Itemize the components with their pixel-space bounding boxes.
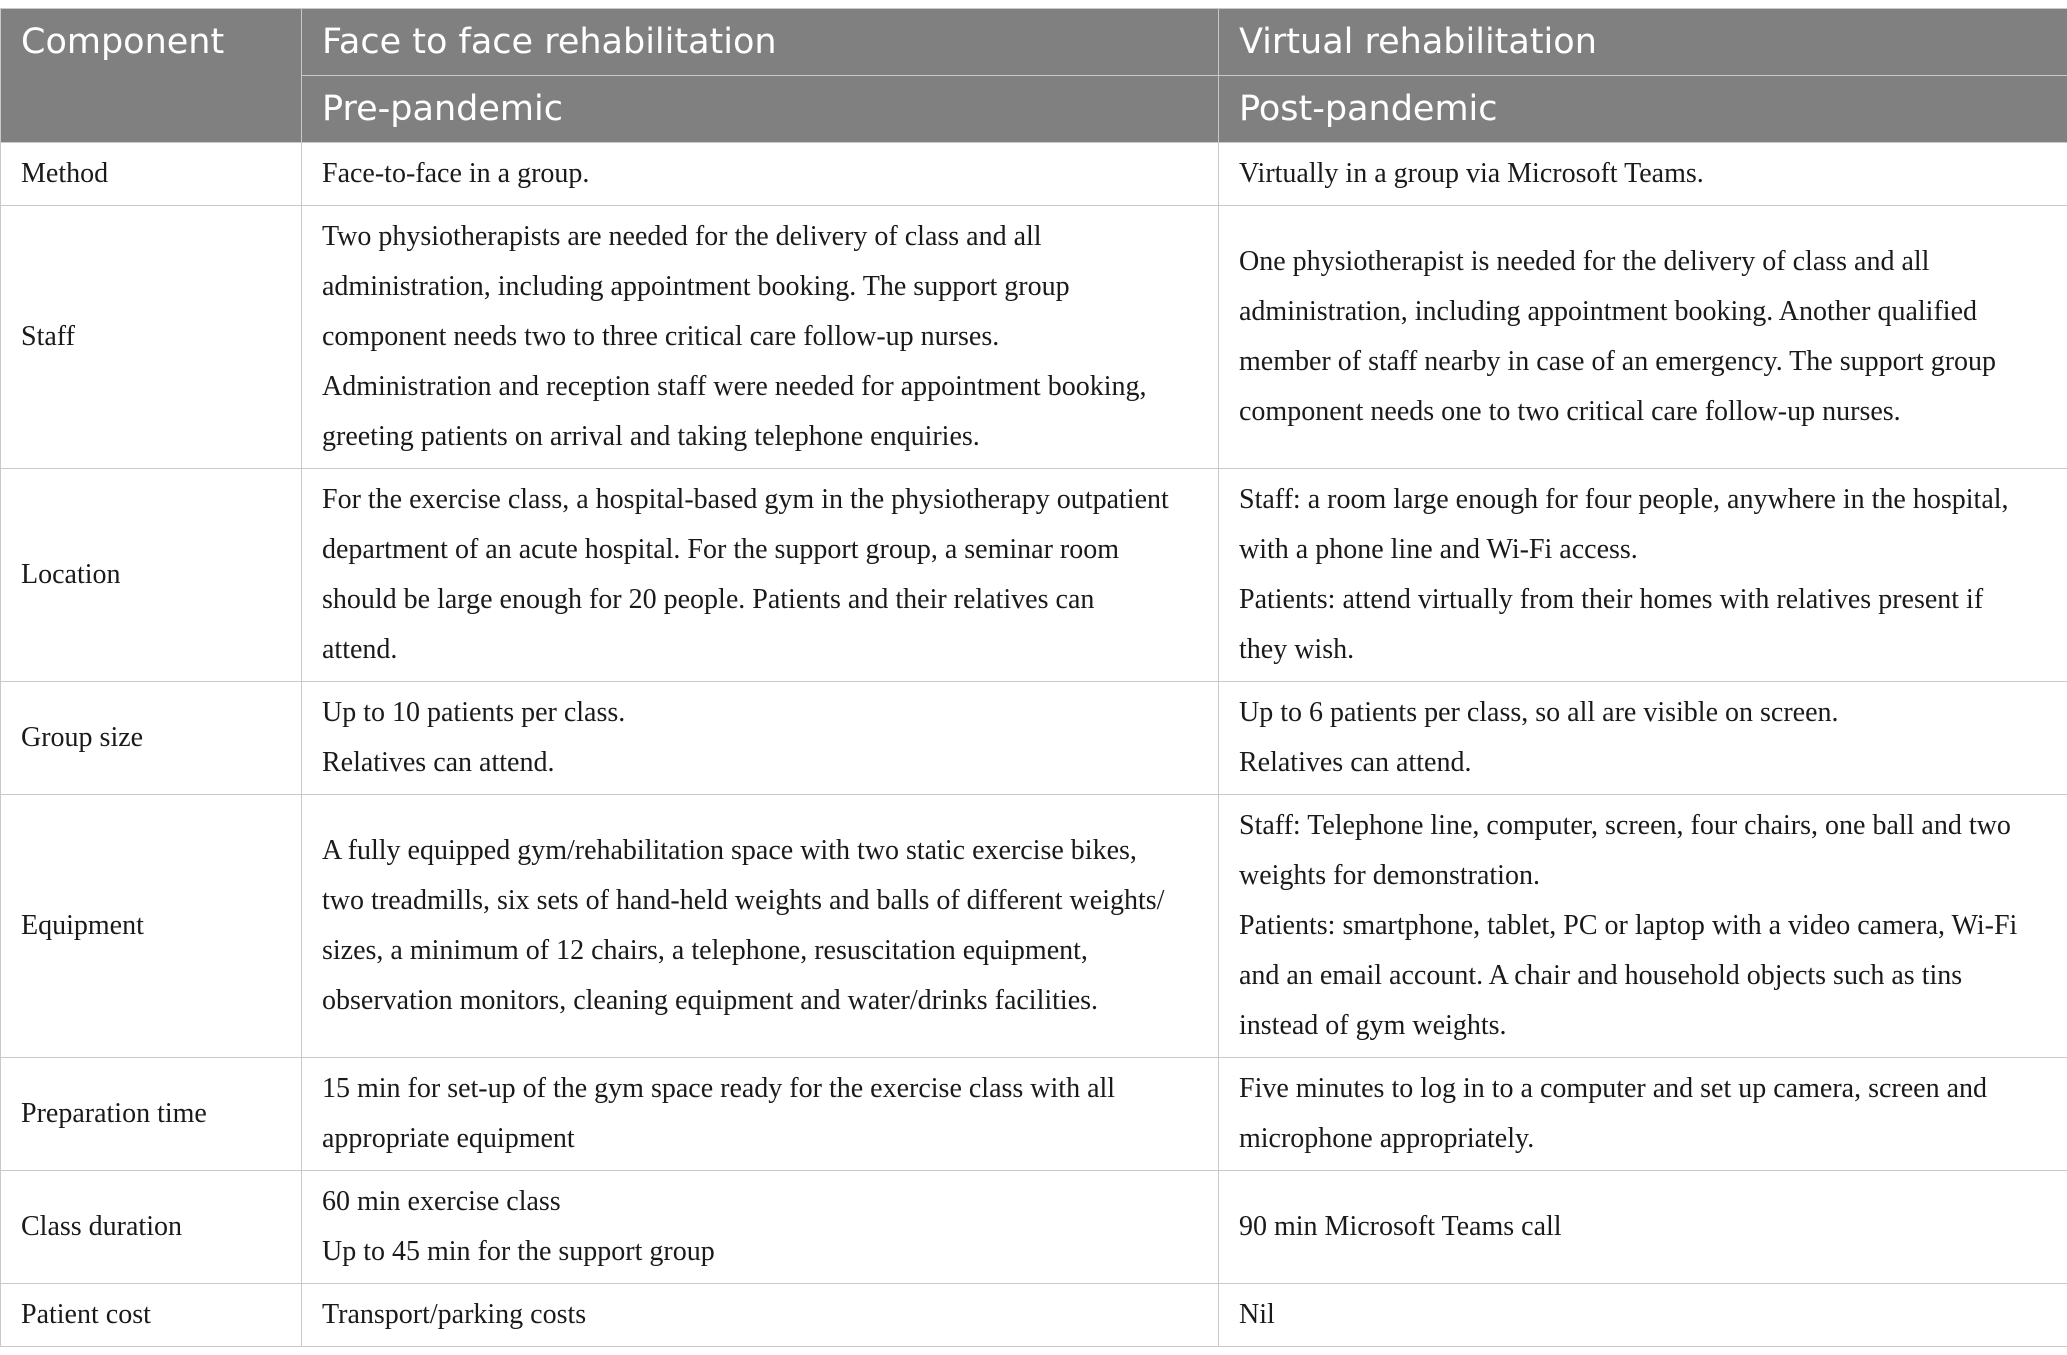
header-pre-pandemic: Pre-pandemic: [302, 76, 1219, 143]
cell-text-line: Administration and reception staff were needed for appointment booking,: [322, 371, 1147, 402]
pre-pandemic-cell: [302, 682, 1219, 795]
table-body: [1, 143, 2067, 1347]
cell-text-line: component needs one to two critical care follow-up nurses.: [1239, 396, 1901, 427]
pre-pandemic-cell: [302, 1058, 1219, 1171]
cell-text-line: and an email account. A chair and household objects such as tins: [1239, 960, 1963, 991]
cell-text-line: department of an acute hospital. For the support group, a seminar room: [322, 534, 1120, 565]
cell-text-line: greeting patients on arrival and taking telephone enquiries.: [322, 421, 980, 452]
post-pandemic-cell: [1219, 795, 2067, 1058]
cell-text-line: instead of gym weights.: [1239, 1010, 1507, 1041]
pre-pandemic-cell: [302, 1284, 1219, 1347]
cell-text-line: appropriate equipment: [322, 1123, 575, 1154]
row-label: Patient cost: [1, 1284, 302, 1347]
cell-text-line: administration, including appointment booking. The support group: [322, 271, 1070, 302]
table-row: [1, 143, 2067, 206]
cell-text-line: administration, including appointment booking. Another qualified: [1239, 296, 1977, 327]
pre-pandemic-cell: [302, 206, 1219, 469]
post-pandemic-cell: [1219, 1171, 2067, 1284]
cell-text-line: Nil: [1239, 1299, 1275, 1330]
cell-text-line: Two physiotherapists are needed for the delivery of class and all: [322, 221, 1042, 252]
pre-pandemic-cell: [302, 1171, 1219, 1284]
post-pandemic-cell: [1219, 469, 2067, 682]
row-label: Location: [1, 469, 302, 682]
cell-text-line: weights for demonstration.: [1239, 860, 1540, 891]
rehabilitation-comparison-table: [0, 8, 2067, 1347]
cell-text-line: One physiotherapist is needed for the delivery of class and all: [1239, 246, 1930, 277]
post-pandemic-cell: [1219, 1284, 2067, 1347]
cell-text-line: Up to 10 patients per class.: [322, 697, 626, 728]
cell-text-line: should be large enough for 20 people. Patients and their relatives can: [322, 584, 1095, 615]
cell-text-line: Relatives can attend.: [322, 747, 555, 778]
cell-text-line: Up to 45 min for the support group: [322, 1236, 715, 1267]
pre-pandemic-cell: [302, 795, 1219, 1058]
table-row: [1, 1058, 2067, 1171]
cell-text-line: Patients: smartphone, tablet, PC or laptop with a video camera, Wi-Fi: [1239, 910, 2018, 941]
cell-text-line: Staff: a room large enough for four people, anywhere in the hospital,: [1239, 484, 2009, 515]
row-label: Method: [1, 143, 302, 206]
cell-text-line: Five minutes to log in to a computer and set up camera, screen and: [1239, 1073, 1988, 1104]
cell-text-line: member of staff nearby in case of an emergency. The support group: [1239, 346, 1997, 377]
cell-text-line: Transport/parking costs: [322, 1299, 587, 1330]
cell-text-line: sizes, a minimum of 12 chairs, a telephone, resuscitation equipment,: [322, 935, 1088, 966]
header-face-to-face: Face to face rehabilitation: [302, 9, 1219, 76]
cell-text-line: observation monitors, cleaning equipment and water/drinks facilities.: [322, 985, 1099, 1016]
cell-text-line: 15 min for set-up of the gym space ready for the exercise class with all: [322, 1073, 1116, 1104]
pre-pandemic-cell: [302, 469, 1219, 682]
cell-text-line: Patients: attend virtually from their homes with relatives present if: [1239, 584, 1984, 615]
post-pandemic-cell: [1219, 206, 2067, 469]
cell-text-line: Face-to-face in a group.: [322, 158, 590, 189]
cell-text-line: attend.: [322, 634, 398, 665]
row-label: Preparation time: [1, 1058, 302, 1171]
cell-text-line: A fully equipped gym/rehabilitation space with two static exercise bikes,: [322, 835, 1137, 866]
table-row: [1, 1171, 2067, 1284]
cell-text-line: component needs two to three critical care follow-up nurses.: [322, 321, 1000, 352]
cell-text-line: they wish.: [1239, 634, 1355, 665]
cell-text-line: 60 min exercise class: [322, 1186, 561, 1217]
post-pandemic-cell: [1219, 143, 2067, 206]
table-row: [1, 682, 2067, 795]
row-label: Class duration: [1, 1171, 302, 1284]
table-header: [1, 9, 2067, 143]
header-post-pandemic: Post-pandemic: [1219, 76, 2067, 143]
header-virtual: Virtual rehabilitation: [1219, 9, 2067, 76]
cell-text-line: with a phone line and Wi-Fi access.: [1239, 534, 1638, 565]
table-row: [1, 795, 2067, 1058]
row-label: Equipment: [1, 795, 302, 1058]
cell-text-line: For the exercise class, a hospital-based gym in the physiotherapy outpatient: [322, 484, 1169, 515]
cell-text-line: two treadmills, six sets of hand-held weights and balls of different weights/: [322, 885, 1165, 916]
pre-pandemic-cell: [302, 143, 1219, 206]
row-label: Group size: [1, 682, 302, 795]
cell-text-line: microphone appropriately.: [1239, 1123, 1535, 1154]
row-label: Staff: [1, 206, 302, 469]
post-pandemic-cell: [1219, 1058, 2067, 1171]
table-row: [1, 1284, 2067, 1347]
cell-text-line: Staff: Telephone line, computer, screen, four chairs, one ball and two: [1239, 810, 2011, 841]
post-pandemic-cell: [1219, 682, 2067, 795]
cell-text-line: Up to 6 patients per class, so all are visible on screen.: [1239, 697, 1839, 728]
cell-text-line: 90 min Microsoft Teams call: [1239, 1211, 1562, 1242]
table-row: [1, 469, 2067, 682]
header-component: Component: [1, 9, 302, 143]
cell-text-line: Virtually in a group via Microsoft Teams.: [1239, 158, 1704, 189]
comparison-table-container: [0, 8, 2067, 1347]
table-row: [1, 206, 2067, 469]
cell-text-line: Relatives can attend.: [1239, 747, 1472, 778]
